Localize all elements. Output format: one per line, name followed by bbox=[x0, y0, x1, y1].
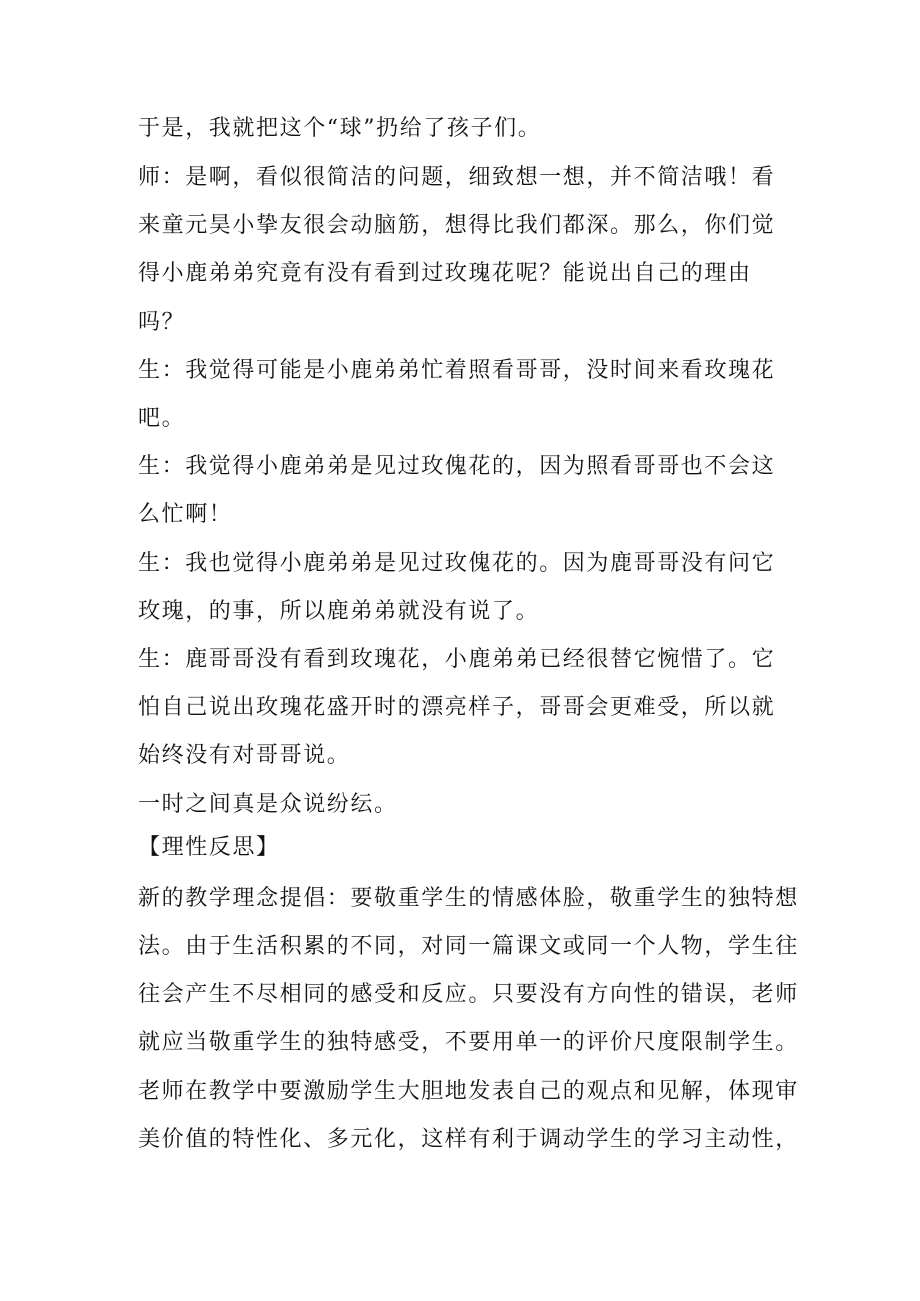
text-line: 得小鹿弟弟究竟有没有看到过玫瑰花呢？能说出自己的理由 bbox=[138, 261, 752, 286]
text-line: 吗？ bbox=[138, 310, 186, 335]
text-line: 就应当敬重学生的独特感受，不要用单一的评价尺度限制学生。 bbox=[138, 1030, 799, 1055]
text-line: 始终没有对哥哥说。 bbox=[138, 743, 351, 768]
text-line: 来童元昊小挚友很会动脑筋，想得比我们都深。那么，你们觉 bbox=[138, 213, 776, 238]
text-line: 于是，我就把这个“球”扔给了孩子们。 bbox=[138, 116, 542, 141]
text-line: 吧。 bbox=[138, 406, 186, 431]
text-line: 老师在教学中要激励学生大胆地发表自己的观点和见解，体现审 bbox=[138, 1079, 799, 1104]
text-line: 玫瑰，的事，所以鹿弟弟就没有说了。 bbox=[138, 599, 540, 624]
text-line: 怕自己说出玫瑰花盛开时的漂亮样子，哥哥会更难受，所以就 bbox=[138, 695, 776, 720]
text-line: 生：我也觉得小鹿弟弟是见过玫傀花的。因为鹿哥哥没有问它 bbox=[138, 551, 776, 576]
text-line: 生：我觉得小鹿弟弟是见过玫傀花的，因为照看哥哥也不会这 bbox=[138, 454, 776, 479]
text-line: 美价值的特性化、多元化，这样有利于调动学生的学习主动性， bbox=[138, 1127, 799, 1152]
text-line: 生：鹿哥哥没有看到玫瑰花，小鹿弟弟已经很替它惋惜了。它 bbox=[138, 647, 776, 672]
text-line: 法。由于生活积累的不同，对同一篇课文或同一个人物，学生往 bbox=[138, 934, 799, 959]
text-line: 往会产生不尽相同的感受和反应。只要没有方向性的错误，老师 bbox=[138, 982, 799, 1007]
text-line: 么忙啊！ bbox=[138, 502, 233, 527]
text-line: 生：我觉得可能是小鹿弟弟忙着照看哥哥，没时间来看玫瑰花 bbox=[138, 358, 776, 383]
text-line: 一时之间真是众说纷纭。 bbox=[138, 792, 398, 817]
section-heading: 【理性反思】 bbox=[138, 835, 280, 860]
text-line: 师：是啊，看似很简洁的问题，细致想一想，并不简洁哦！看 bbox=[138, 165, 776, 190]
text-line: 新的教学理念提倡：要敬重学生的情感体脸，敬重学生的独特想 bbox=[138, 886, 799, 911]
